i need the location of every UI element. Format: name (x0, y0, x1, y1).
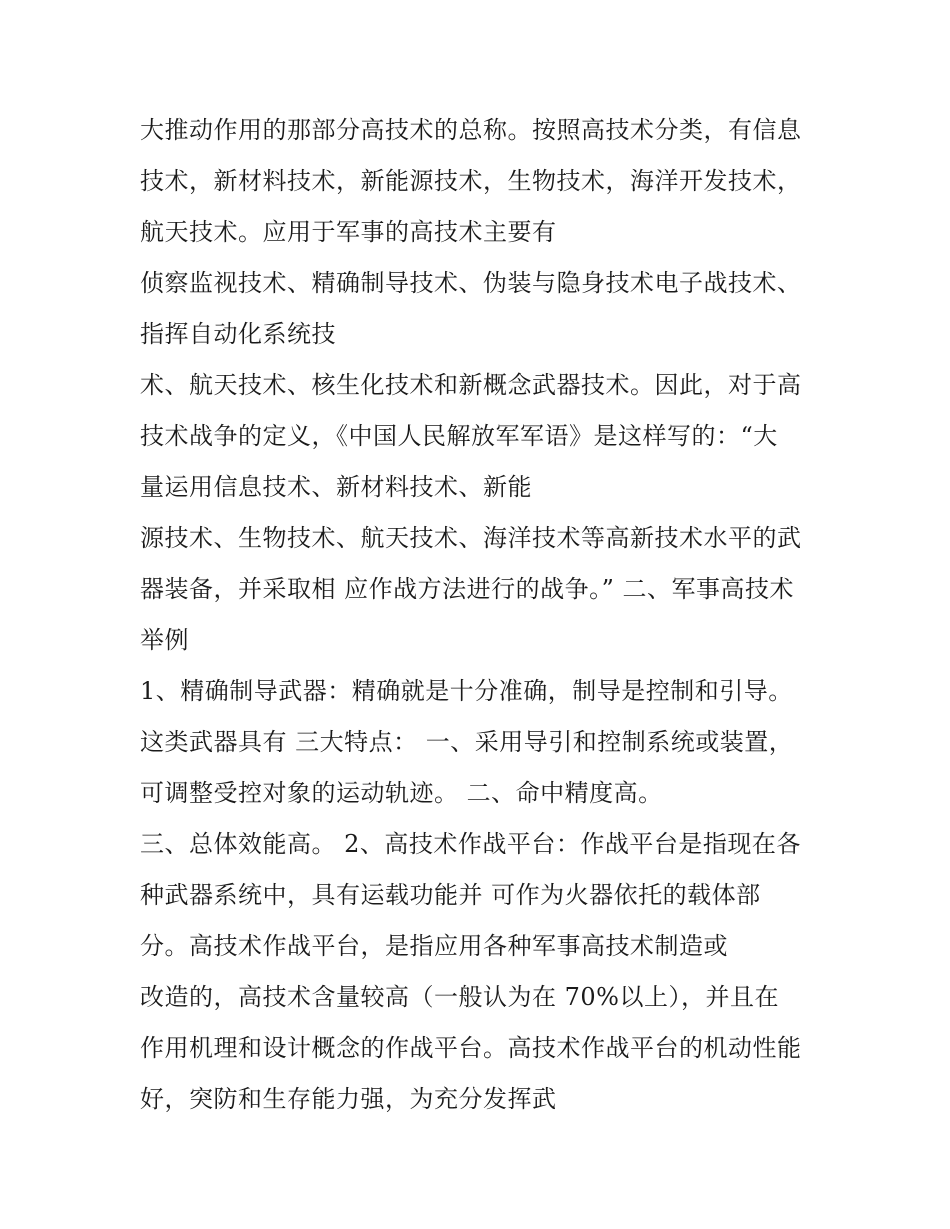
text-line-2: 技术，新材料技术，新能源技术，生物技术，海洋开发技术， (140, 167, 802, 195)
text-line-19: 作用机理和设计概念的作战平台。高技术作战平台的机动性能 (140, 1034, 802, 1062)
text-line-5: 指挥自动化系统技 (140, 320, 336, 348)
text-line-4: 侦察监视技术、精确制导技术、伪装与隐身技术电子战技术、 (140, 269, 802, 297)
text-line-13: 这类武器具有 三大特点： 一、采用导引和控制系统或装置， (140, 728, 794, 756)
text-line-14: 可调整受控对象的运动轨迹。 二、命中精度高。 (140, 779, 663, 807)
text-line-1: 大推动作用的那部分高技术的总称。按照高技术分类，有信息 (140, 116, 802, 144)
text-line-3: 航天技术。应用于军事的高技术主要有 (140, 218, 557, 246)
text-line-20: 好，突防和生存能力强，为充分发挥武 (140, 1085, 557, 1113)
text-line-6: 术、航天技术、核生化技术和新概念武器技术。因此，对于高 (140, 371, 802, 399)
text-line-9: 源技术、生物技术、航天技术、海洋技术等高新技术水平的武 (140, 524, 802, 552)
text-line-8: 量运用信息技术、新材料技术、新能 (140, 473, 532, 501)
text-line-7: 技术战争的定义，《中国人民解放军军语》是这样写的：“大 (140, 422, 778, 450)
text-line-12: 1、精确制导武器：精确就是十分准确，制导是控制和引导。 (140, 677, 793, 705)
text-line-16: 种武器系统中，具有运载功能并 可作为火器依托的载体部 (140, 881, 761, 909)
text-line-11: 举例 (140, 626, 189, 654)
text-line-18: 改造的，高技术含量较高（一般认为在 70%以上），并且在 (140, 983, 779, 1011)
text-line-15: 三、总体效能高。 2、高技术作战平台：作战平台是指现在各 (140, 830, 801, 858)
document-body (140, 105, 830, 1125)
text-line-17: 分。高技术作战平台，是指应用各种军事高技术制造或 (140, 932, 728, 960)
text-line-10: 器装备，并采取相 应作战方法进行的战争。” 二、军事高技术 (140, 575, 795, 603)
